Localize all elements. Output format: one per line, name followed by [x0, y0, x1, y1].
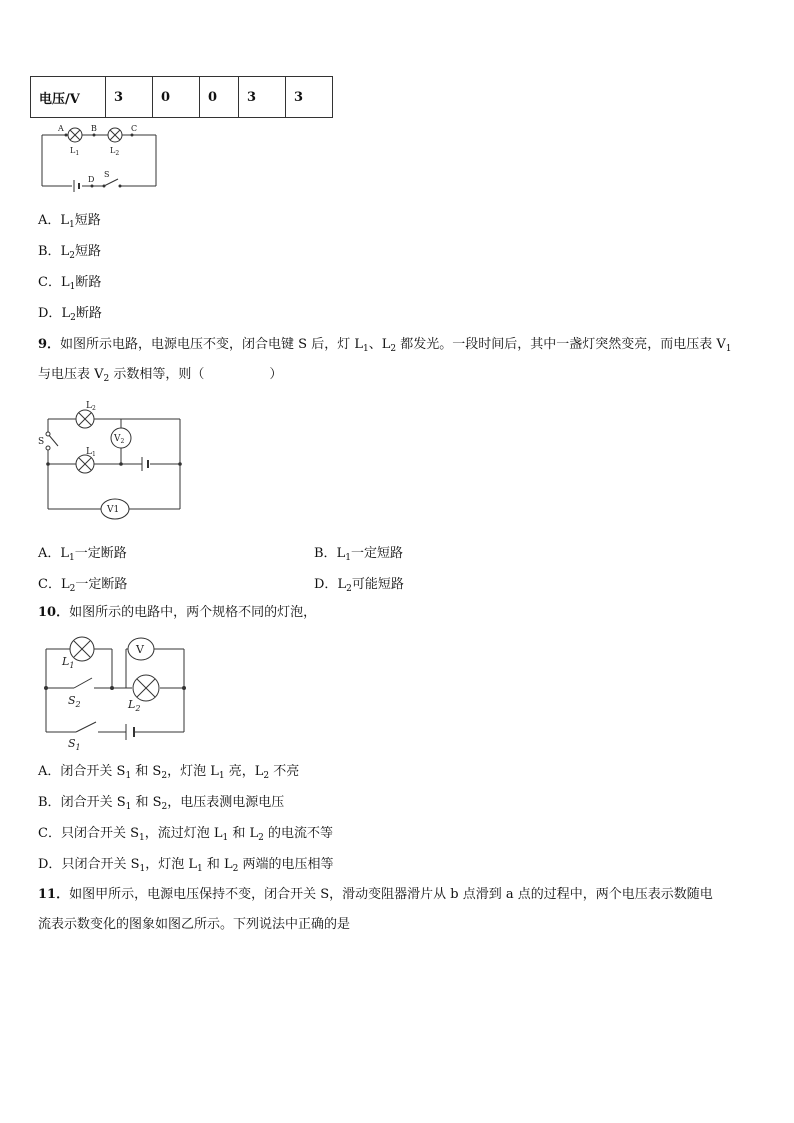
q9-option-b[interactable]: B．$L_1$一定短路 — [314, 546, 403, 563]
q8-option-b[interactable]: B．$L_2$短路 — [38, 244, 101, 261]
table-cell: 0 — [153, 77, 200, 118]
point-d-label: D — [88, 175, 95, 184]
switch-s2-label: $S_2$ — [68, 694, 81, 709]
lamp-l2-label: $L_2$ — [128, 698, 141, 713]
q9-option-c[interactable]: C．$L_2$一定断路 — [38, 577, 128, 594]
q9-option-d[interactable]: D．$L_2$可能短路 — [314, 577, 404, 594]
point-a-label: A — [58, 124, 64, 133]
q8-option-d[interactable]: D．$L_2$断路 — [38, 306, 102, 323]
switch-s-label: S — [38, 437, 45, 447]
q8-option-a[interactable]: A．$L_1$短路 — [38, 213, 101, 230]
table-cell: 0 — [200, 77, 239, 118]
switch-s-label: S — [104, 170, 110, 179]
q9-stem-line1: 9．如图所示电路，电源电压不变，闭合电键 S 后，灯 $L_1$、$L_2$ 都发光。一段时间后，其中一盏灯突然变亮，而电压表 $V_1$ — [38, 337, 732, 354]
q8-option-c[interactable]: C．$L_1$断路 — [38, 275, 102, 292]
circuit-diagram-q10 — [36, 630, 191, 752]
voltage-table — [30, 76, 333, 118]
point-b-label: B — [91, 124, 97, 133]
voltmeter-v1-label: V1 — [107, 505, 120, 515]
voltmeter-v-label: V — [136, 643, 144, 656]
table-row — [31, 77, 333, 118]
q11-stem-line1: 11．如图甲所示，电源电压保持不变，闭合开关 S，滑动变阻器滑片从 b 点滑到 a 点的过程中，两个电压表示数随电 — [38, 887, 713, 902]
voltmeter-v2-label: $V_2$ — [114, 434, 125, 445]
table-row-label: 电压/V — [31, 77, 106, 118]
switch-s1-label: $S_1$ — [68, 737, 81, 752]
lamp-l2-label: $L_2$ — [110, 146, 120, 157]
q10-option-b[interactable]: B．闭合开关 $S_1$ 和 $S_2$，电压表测电源电压 — [38, 795, 285, 812]
circuit-diagram-q8 — [36, 122, 161, 192]
lamp-l1-label: $L_1$ — [86, 447, 96, 458]
q10-option-c[interactable]: C．只闭合开关 $S_1$，流过灯泡 $L_1$ 和 $L_2$ 的电流不等 — [38, 826, 334, 843]
q11-stem-line2: 流表示数变化的图象如图乙所示。下列说法中正确的是 — [38, 917, 351, 932]
q9-option-a[interactable]: A．$L_1$一定断路 — [38, 546, 127, 563]
point-c-label: C — [131, 124, 138, 133]
q10-option-d[interactable]: D．只闭合开关 $S_1$，灯泡 $L_1$ 和 $L_2$ 两端的电压相等 — [38, 857, 334, 874]
q10-stem: 10．如图所示的电路中，两个规格不同的灯泡， — [38, 605, 317, 620]
lamp-l1-label: $L_1$ — [62, 655, 75, 670]
q9-stem-line2: 与电压表 $V_2$ 示数相等，则（ ） — [38, 367, 283, 384]
lamp-l1-label: $L_1$ — [70, 146, 80, 157]
table-cell: 3 — [286, 77, 333, 118]
lamp-l2-label: $L_2$ — [86, 401, 96, 412]
table-cell: 3 — [239, 77, 286, 118]
table-cell: 3 — [106, 77, 153, 118]
q10-option-a[interactable]: A．闭合开关 $S_1$ 和 $S_2$，灯泡 $L_1$ 亮，$L_2$ 不亮 — [38, 764, 300, 781]
circuit-diagram-q9 — [36, 396, 186, 524]
